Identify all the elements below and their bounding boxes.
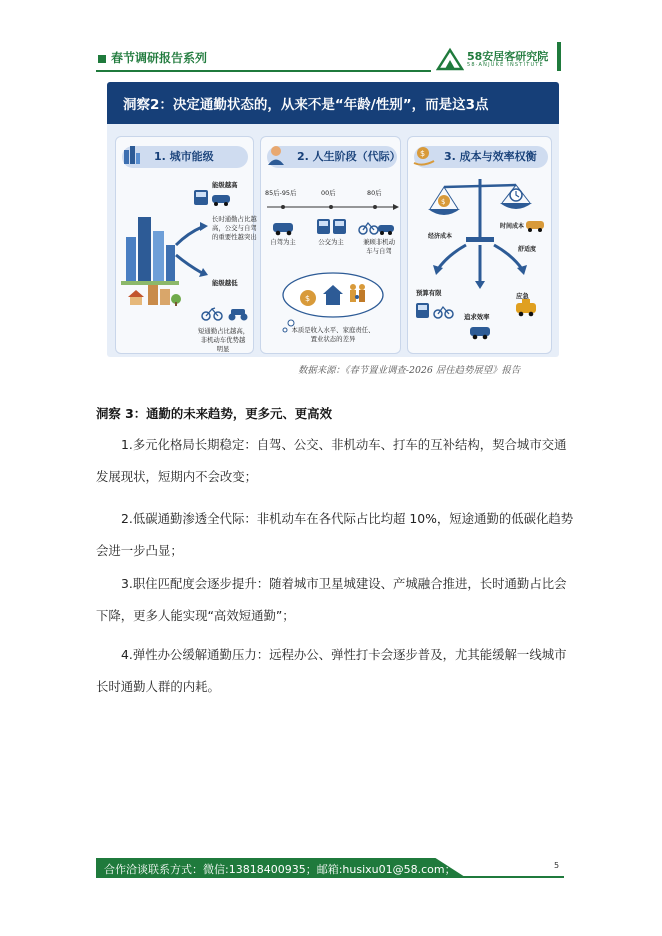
life-stage-note-2: 置业状态的差异 [310,335,356,343]
low-tier-desc-3: 明显 [216,345,230,353]
bicycle-icon [202,308,222,320]
bicycle-icon [434,307,453,318]
money-bag-icon [438,195,450,207]
money-bag-icon [300,290,316,306]
institute-logo-text: 58安居客研究院 [467,50,549,63]
header-rule [96,70,431,72]
mode-mixed-1: 兼顾非机动 [363,238,395,246]
timeline-label-80: 80后 [367,189,382,197]
infographic-banner-title: 洞察2：决定通勤状态的，从来不是“年龄/性别”，而是这3点 [123,97,489,113]
insight-infographic [107,82,559,357]
paragraph-2: 2.低碳通勤渗透全代际：非机动车在各代际占比均超 10%，短途通勤的低碳化趋势会进一步凸显； [96,511,574,558]
city-tier-illustration [116,137,255,355]
bicycle-icon [359,223,378,234]
taxi-icon [516,299,536,316]
arrow-icon [438,245,466,269]
high-tier-desc-2: 高，公交与自驾 [212,224,257,232]
person-icon [268,146,284,165]
clock-icon [510,189,522,201]
panel-city-tier [115,136,257,354]
arrow-icon [176,227,202,245]
car-icon [526,221,544,232]
paragraph-1: 1.多元化格局长期稳定：自驾、公交、非机动车、打车的互补结构，契合城市交通发展现状，短期内不会改变； [96,437,567,484]
panel-city-tier-title-text: 1. 城市能级 [154,150,214,163]
panel-life-stage-title-text: 2. 人生阶段（代际） [297,150,401,163]
arrow-icon [176,255,202,273]
paragraph-3: 3.职住匹配度会逐步提升：随着城市卫星城建设、产城融合推进，长时通勤占比会下降，更多人能实现“高效短通勤”； [96,576,567,623]
bus-icon [416,303,429,318]
header-accent-bar [557,42,561,71]
scooter-icon [229,309,248,321]
bus-icon [194,190,208,205]
panel-cost-efficiency-title-text: 3. 成本与效率权衡 [444,150,537,163]
house-small-icon [128,285,181,306]
low-tier-desc-2: 非机动车优势越 [200,336,246,344]
mode-self-drive: 自驾为主 [270,238,296,246]
bus-icon [317,219,346,234]
high-tier-desc-1: 长时通勤占比越 [212,215,257,223]
time-cost-label: 时间成本 [500,223,525,230]
city-skyline-icon [121,217,179,285]
comfort-label: 舒适度 [518,246,537,253]
report-series-title: 春节调研报告系列 [111,51,208,65]
money-hand-icon [414,147,434,165]
institute-logo-subtext: 58·ANJUKE INSTITUTE [467,62,544,68]
page-number: 5 [554,861,560,870]
panel-life-stage [260,136,401,354]
header-marker [98,55,106,63]
car-icon [470,327,490,339]
svg-text:$: $ [305,294,311,303]
footer-contact: 合作洽谈联系方式：微信:13818400935；邮箱:husixu01@58.com； [104,863,456,876]
high-tier-label: 能级越高 [212,181,238,189]
svg-text:$: $ [441,198,446,206]
life-stage-note-1: 本质是收入水平、家庭责任、 [291,326,375,334]
economic-cost-label: 经济成本 [428,233,453,240]
mode-mixed-2: 车与自驾 [366,247,392,255]
car-icon [378,225,394,235]
insight-3-heading: 洞察 3：通勤的未来趋势，更多元、更高效 [96,406,332,421]
source-caption: 数据来源：《春节置业调查-2026 居住趋势展望》报告 [298,365,521,376]
outcome-emergency: 应急 [516,292,529,300]
building-icon [124,146,140,164]
low-tier-desc-1: 短通勤占比越高， [198,327,250,335]
logo-icon [436,47,464,71]
outcome-budget-limited: 预算有限 [416,289,442,297]
svg-text:$: $ [420,149,426,158]
infographic-banner [107,82,559,124]
timeline-label-85-95: 85后-95后 [265,189,297,197]
low-tier-label: 能级越低 [212,279,238,287]
timeline-label-00: 00后 [321,189,336,197]
mode-bus: 公交为主 [318,238,344,246]
car-icon [273,223,293,235]
car-icon [212,195,230,206]
panel-cost-efficiency [407,136,552,354]
high-tier-desc-3: 的重要性越突出 [212,233,257,241]
paragraph-4: 4.弹性办公缓解通勤压力：远程办公、弹性打卡会逐步普及，尤其能缓解一线城市长时通勤人群的内耗。 [96,647,567,694]
outcome-efficiency: 追求效率 [464,313,490,321]
